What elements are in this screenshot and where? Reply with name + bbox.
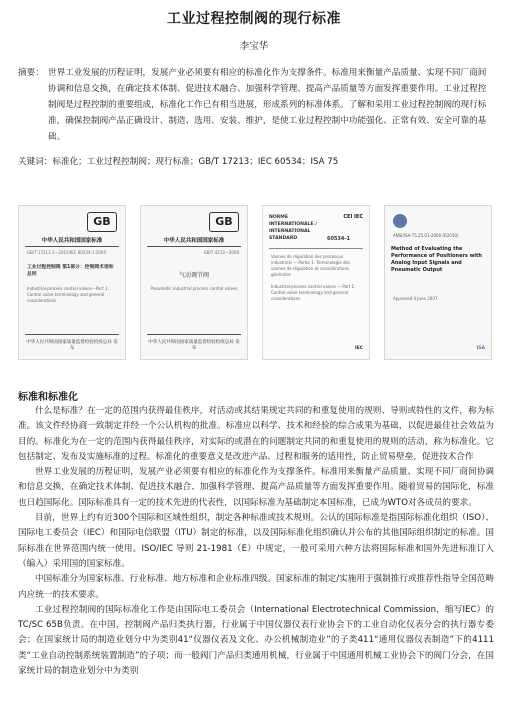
gb-logo-icon: GB [209,212,239,232]
paragraph: 中国标准分为国家标准、行业标准、地方标准和企业标准四级。国家标准的制定/实施用于强制推行或推荐性指导全国范畴内应统一的技术要求。 [18,574,494,600]
abstract-label: 摘要： [18,68,44,78]
page-title: 工业过程控制阀的现行标准 [167,11,341,27]
cover-title: Vannes de régulation des processus industriels — Partie 1: Terminologie des vannes de régulation et considérations générales [271,254,351,277]
standard-cover-iec [262,205,370,360]
cover-divider [25,334,119,335]
cover-title: Method of Evaluating the Performance of Positioners with Analog Input Signals and Pneumatic Output [391,246,482,273]
cover-footer: 中华人民共和国国家质量监督检验检疫总局 发布 [148,340,240,351]
paragraph: 世界工业发展的历程证明，发展产业必须要有相应的标准化作为支撑条件。标准用来衡量产品质量、实现不同厂商间协调和信息交换，在确定技术体制、促进技术融合、加强科学管理、提高产品质量等方面发挥重要作用。随着贸易的国际化，标准也日趋国际化。国际标准具有一定的技术先进的代表性，以国际标准为基础制定本国标准，已成为WTO对各成员的要求。 [18,467,494,508]
iec-logo-icon: CEI IEC [343,214,363,220]
cover-divider [269,248,363,249]
cover-title: 工业过程控制阀 第1部分：控制阀术语和总则 [27,265,114,277]
keywords-label: 关键词： [18,157,53,167]
paragraph: 目前，世界上约有近300个国际和区域性组织，制定各种标准或技术规则。公认的国际标准是指国际标准化组织（ISO）、国际电工委员会（IEC）和国际电信联盟（ITU）制定的标准，以及国际标准化组织确认并公布的其他国际组织制定的标准。国际标准在世界范围内统一使用。ISO/IEC 导则 21-1981（E）中规定，一般可采用六种方法将国际标准和国外先进标准订入（编入）采用国的国家标准。 [18,513,494,569]
body-text [18,404,494,679]
cover-header: ANSI/ISA-75.25.01-2000 (R2010) [393,233,459,238]
cover-footer: 中华人民共和国国家质量监督检验检疫总局 发布 [26,340,118,351]
cover-code: GB/T 4213—2008 [203,250,239,255]
paragraph: 什么是标准？在一定的范围内获得最佳秩序，对活动或其结果规定共同的和重复使用的规则、导则或特性的文件，称为标准。该文件经协商一致制定并经一个公认机构的批准。标准应以科学、技术和经验的综合成果为基础，以促进最佳社会效益为目的。标准化为在一定的范围内获得最佳秩序，对实际的或潜在的问题制定共同的和重复使用的规则的活动，称为标准化。它包括制定、发布及实施标准的过程。标准化的重要意义是改进产品、过程和服务的适用性，防止贸易壁垒，促进技术合作 [18,406,494,462]
paragraph: 工业过程控制阀的国际标准化工作是由国际电工委员会（International Electrotechnical Commission，缩写IEC）的TC/SC 65B负责。在中国，控制阀产品归类执行器，行业属于中国仪器仪表行业协会下的工业自动化仪表分会的执行器专委会；在国家统计局的制造业划分中为类别41“仪器仪表及文化、办公机械制造业”的子类411“通用仪器仪表制造”下的4111类“工业自动控制系统装置制造”的子项；而一般阀门产品归类通用机械，行业属于中国通用机械工业协会下的阀门分会，在国家统计局的制造业划分中为类别 [18,604,494,677]
cover-divider [25,246,119,247]
cover-divider [147,334,241,335]
abstract-text: 世界工业发展的历程证明，发展产业必须要有相应的标准化作为支撑条件。标准用来衡量产品质量、实现不同厂商间协调和信息交换，在确定技术体制、促进技术融合、加强科学管理、提高产品质量等方面发挥重要作用。工业过程控制阀是过程控制的重要组成，标准化工作已有相当进展，形成系列的标准体系。了解和采用工业过程控制阀的现行标准，确保控制阀产品正确设计、制造、选用、安装、维护，是使工业过程控制中功能强化、正常有效、安全可靠的基础。 [48,68,487,142]
author-name: 李宝华 [239,41,269,52]
cover-subtitle: Industrial-process control valves—Part 1: Control valve terminology and general considerations [27,286,109,303]
cover-title: 气动调节阀 [178,272,209,279]
cover-divider [147,246,241,247]
abstract-block [18,65,494,145]
cover-footer: ISA [476,346,485,351]
cover-header: 中华人民共和国国家标准 [41,238,103,244]
cover-code: 60534-1 [327,236,350,242]
standard-cover-gb-1 [18,205,126,360]
cover-footer: IEC [354,346,363,351]
section-heading: 标准和标准化 [18,392,78,403]
cover-subtitle: Approved 4 June 2007 [393,296,438,301]
cover-header: 中华人民共和国国家标准 [163,238,225,244]
cover-header: NORME INTERNATIONALE / INTERNATIONAL STANDARD [269,215,317,241]
standard-cover-isa [384,205,492,360]
keywords-text: 标准化；工业过程控制阀；现行标准；GB/T 17213；IEC 60534；ISA 75 [52,157,339,167]
gb-logo-icon: GB [87,212,117,232]
isa-logo-icon [393,214,407,228]
cover-subtitle: Industrial-process control valves — Part 1: Control valve terminology and general considerations [271,284,356,301]
cover-code: GB/T 17213.1—2015/IEC 60534-1:2005 [27,250,106,255]
standard-covers-row [18,205,494,365]
cover-subtitle: Pneumatic industrial process control valves [150,286,238,291]
keywords-block [18,155,494,169]
standard-cover-gb-2 [140,205,248,360]
